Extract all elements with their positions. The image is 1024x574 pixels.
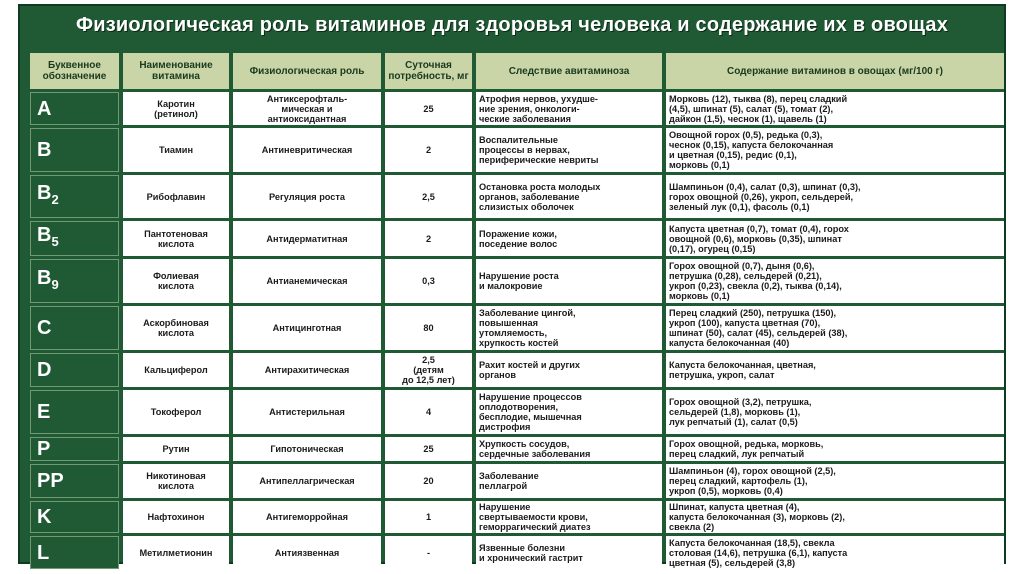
vitamin-name — [123, 501, 229, 533]
deficiency-effect-text: Атрофия нервов, ухудше- ние зрения, онкологи- ческие заболевания — [479, 93, 598, 124]
vegetable-content-text: Шпинат, капуста цветная (4), капуста белокочанная (3), морковь (2), свекла (2) — [669, 502, 845, 532]
vitamin-letter-text: L — [37, 541, 50, 564]
table-row — [30, 501, 1004, 533]
physiological-role — [233, 353, 381, 387]
deficiency-effect-text: Воспалительные процессы в нервах, периферические невриты — [479, 135, 599, 165]
vegetable-content — [666, 175, 1004, 218]
physiological-role — [233, 536, 381, 569]
vitamin-letter-text: E — [37, 401, 51, 423]
vitamin-letter — [30, 175, 119, 218]
physiological-role-text: Антирахитическая — [264, 365, 350, 375]
vitamin-name — [123, 464, 229, 498]
physiological-role-text: Антипеллагрическая — [259, 476, 355, 486]
vitamin-name — [123, 390, 229, 434]
daily-need-text: 2,5 — [422, 191, 435, 202]
deficiency-effect — [476, 306, 662, 350]
daily-need — [385, 464, 472, 498]
table-row — [30, 128, 1004, 172]
daily-need — [385, 92, 472, 125]
daily-need-text: 20 — [423, 476, 434, 486]
vegetable-content — [666, 464, 1004, 498]
deficiency-effect — [476, 501, 662, 533]
vegetable-content — [666, 353, 1004, 387]
vitamin-name-text: Кальциферол — [144, 365, 208, 375]
vitamin-letter-text: B — [37, 224, 52, 246]
vegetable-content-text: Капуста цветная (0,7), томат (0,4), горох овощной (0,6), морковь (0,35), шпинат (0,17), огурец (0,15) — [669, 223, 849, 254]
vegetable-content-text: Овощной горох (0,5), редька (0,3), чеснок (0,15), капуста белокочанная и цветная (0,15), редис (0,1), морковь (0,1) — [669, 130, 834, 170]
physiological-role — [233, 306, 381, 350]
deficiency-effect — [476, 92, 662, 125]
vitamin-letter-subscript: 5 — [51, 234, 59, 249]
vitamin-letter-text: A — [37, 97, 52, 120]
vegetable-content — [666, 221, 1004, 256]
vegetable-content-text: Капуста белокочанная (18,5), свекла столовая (14,6), петрушка (6,1), капуста цветная (5), сельдерей (3,8) — [669, 537, 848, 568]
vitamin-name-text: Аскорбиновая кислота — [143, 318, 209, 338]
physiological-role — [233, 390, 381, 434]
vitamin-name-text: Рибофлавин — [146, 191, 206, 202]
daily-need-text: 2 — [425, 145, 432, 155]
vegetable-content — [666, 501, 1004, 533]
vitamin-letter — [30, 259, 119, 303]
vitamin-name-text: Метилметионин — [139, 547, 213, 558]
vitamin-letter — [30, 390, 119, 434]
table-row — [30, 175, 1004, 218]
vitamin-letter-text: B — [37, 182, 52, 204]
physiological-role — [233, 501, 381, 533]
vitamin-letter — [30, 353, 119, 387]
vitamin-letter — [30, 92, 119, 125]
vegetable-content — [666, 92, 1004, 125]
vitamin-name-text: Тиамин — [158, 145, 193, 155]
daily-need — [385, 536, 472, 569]
vegetable-content — [666, 390, 1004, 434]
daily-need-text: 2,5 (детям до 12,5 лет) — [402, 355, 455, 385]
vegetable-content-text: Горох овощной (0,7), дыня (0,6), петрушка (0,28), сельдерей (0,21), укроп (0,23), свекла (0,2), тыква (0,14), морковь (0,1) — [669, 261, 842, 301]
physiological-role-text: Антицинготная — [272, 323, 342, 333]
daily-need-text: 2 — [425, 233, 432, 244]
header-daily-need: Суточная потребность, мг — [385, 53, 472, 89]
vegetable-content-text: Шампиньон (0,4), салат (0,3), шпинат (0,3), горох овощной (0,26), укроп, сельдерей, зеленый лук (0,1), фасоль (0,1) — [669, 181, 861, 212]
header-vegetable-content: Содержание витаминов в овощах (мг/100 г) — [666, 53, 1004, 89]
vitamin-name-text: Никотиновая кислота — [146, 471, 206, 491]
physiological-role-text: Антистерильная — [269, 407, 345, 417]
vitamin-letter — [30, 464, 119, 498]
vitamin-letter — [30, 536, 119, 569]
deficiency-effect — [476, 221, 662, 256]
physiological-role-text: Антигеморройная — [266, 512, 348, 522]
deficiency-effect — [476, 353, 662, 387]
table-row — [30, 390, 1004, 434]
deficiency-effect — [476, 464, 662, 498]
vitamin-name — [123, 128, 229, 172]
physiological-role — [233, 437, 381, 461]
daily-need — [385, 390, 472, 434]
deficiency-effect-text: Хрупкость сосудов, сердечные заболевания — [479, 439, 591, 459]
table-row — [30, 437, 1004, 461]
vegetable-content — [666, 306, 1004, 350]
vegetable-content-text: Горох овощной, редька, морковь, перец сладкий, лук репчатый — [669, 439, 824, 459]
deficiency-effect-text: Язвенные болезни и хронический гастрит — [479, 542, 583, 563]
vitamin-letter — [30, 221, 119, 256]
physiological-role — [233, 92, 381, 125]
physiological-role — [233, 259, 381, 303]
page-title: Физиологическая роль витаминов для здоровья человека и содержание их в овощах — [75, 14, 949, 36]
header-deficiency: Следствие авитаминоза — [476, 53, 662, 89]
daily-need — [385, 501, 472, 533]
physiological-role-text: Антиязвенная — [274, 547, 340, 558]
daily-need — [385, 221, 472, 256]
vitamin-letter — [30, 306, 119, 350]
vitamin-name-text: Фолиевая кислота — [153, 271, 199, 291]
vegetable-content-text: Капуста белокочанная, цветная, петрушка, укроп, салат — [669, 360, 816, 380]
vitamin-name-text: Нафтохинон — [147, 512, 205, 522]
daily-need — [385, 259, 472, 303]
table-body — [30, 92, 1004, 569]
vitamin-name — [123, 353, 229, 387]
vitamin-name — [123, 437, 229, 461]
daily-need-text: 80 — [423, 323, 434, 333]
daily-need-text: - — [426, 547, 431, 558]
physiological-role-text: Антидерматитная — [266, 233, 348, 244]
vegetable-content-text: Шампиньон (4), горох овощной (2,5), перец сладкий, картофель (1), укроп (0,5), морковь (0,4) — [669, 466, 836, 496]
deficiency-effect — [476, 175, 662, 218]
vitamin-letter — [30, 128, 119, 172]
daily-need — [385, 175, 472, 218]
vitamin-letter-text: B — [37, 139, 52, 161]
vitamin-letter — [30, 501, 119, 533]
vitamin-name — [123, 221, 229, 256]
vitamin-letter-text: B — [37, 266, 52, 289]
physiological-role — [233, 128, 381, 172]
vegetable-content — [666, 437, 1004, 461]
vitamin-name-text: Каротин (ретинол) — [154, 98, 198, 119]
deficiency-effect-text: Нарушение процессов оплодотворения, бесплодие, мышечная дистрофия — [479, 392, 582, 432]
physiological-role-text: Антиксерофталь- мическая и антиоксидантная — [266, 93, 348, 124]
table-frame — [18, 4, 1006, 568]
table-row — [30, 536, 1004, 569]
vegetable-content — [666, 536, 1004, 569]
vitamin-name — [123, 92, 229, 125]
vegetable-content — [666, 128, 1004, 172]
deficiency-effect-text: Остановка роста молодых органов, заболевание слизистых оболочек — [479, 181, 601, 212]
table-row — [30, 306, 1004, 350]
deficiency-effect-text: Заболевание цингой, повышенная утомляемость, хрупкость костей — [479, 308, 576, 348]
daily-need-text: 4 — [425, 407, 432, 417]
daily-need-text: 1 — [425, 512, 432, 522]
daily-need — [385, 437, 472, 461]
table-row — [30, 259, 1004, 303]
vitamin-name-text: Рутин — [162, 444, 190, 454]
daily-need-text: 25 — [423, 444, 434, 454]
vitamin-name-text: Пантотеновая кислота — [144, 228, 208, 249]
vitamin-name — [123, 536, 229, 569]
vitamin-name — [123, 259, 229, 303]
vegetable-content-text: Перец сладкий (250), петрушка (150), укроп (100), капуста цветная (70), шпинат (50), салат (45), сельдерей (38), капуста белокочанная (40) — [669, 308, 848, 348]
vegetable-content-text: Морковь (12), тыква (8), перец сладкий (4,5), шпинат (5), салат (5), томат (2), дайкон (1,5), чеснок (1), щавель (1) — [669, 93, 848, 124]
deficiency-effect — [476, 390, 662, 434]
physiological-role — [233, 221, 381, 256]
deficiency-effect-text: Нарушение свертываемости крови, геморрагический диатез — [479, 502, 591, 532]
physiological-role-text: Регуляция роста — [268, 191, 346, 202]
deficiency-effect — [476, 259, 662, 303]
physiological-role — [233, 175, 381, 218]
daily-need — [385, 128, 472, 172]
daily-need — [385, 306, 472, 350]
physiological-role-text: Антианемическая — [266, 276, 348, 286]
vitamin-letter-text: P — [37, 438, 51, 460]
vitamin-letter-subscript: 9 — [51, 276, 59, 292]
physiological-role-text: Антиневритическая — [261, 145, 353, 155]
deficiency-effect — [476, 128, 662, 172]
daily-need-text: 25 — [423, 103, 434, 114]
physiological-role — [233, 464, 381, 498]
table-row — [30, 353, 1004, 387]
vitamin-table — [26, 50, 1008, 572]
deficiency-effect — [476, 536, 662, 569]
vitamin-letter-text: PP — [37, 470, 64, 492]
vegetable-content — [666, 259, 1004, 303]
table-row — [30, 92, 1004, 125]
deficiency-effect-text: Рахит костей и других органов — [479, 360, 581, 380]
deficiency-effect-text: Заболевание пеллагрой — [479, 471, 539, 491]
vitamin-letter-text: C — [37, 317, 52, 339]
vegetable-content-text: Горох овощной (3,2), петрушка, сельдерей (1,8), морковь (1), лук репчатый (1), салат (0,5) — [669, 397, 812, 427]
deficiency-effect-text: Нарушение роста и малокровие — [479, 271, 559, 291]
table-header-row — [30, 53, 1004, 89]
vitamin-letter — [30, 437, 119, 461]
deficiency-effect — [476, 437, 662, 461]
header-letter: Буквенное обозначение — [30, 53, 119, 89]
header-role: Физиологическая роль — [233, 53, 381, 89]
physiological-role-text: Гипотоническая — [270, 444, 344, 454]
header-vitamin-name: Наименование витамина — [123, 53, 229, 89]
vitamin-name — [123, 175, 229, 218]
vitamin-letter-text: D — [37, 359, 52, 381]
vitamin-name-text: Токоферол — [150, 407, 202, 417]
daily-need-text: 0,3 — [422, 276, 435, 286]
table-row — [30, 221, 1004, 256]
daily-need — [385, 353, 472, 387]
vitamin-letter-subscript: 2 — [51, 192, 59, 207]
deficiency-effect-text: Поражение кожи, поседение волос — [479, 228, 558, 249]
vitamin-name — [123, 306, 229, 350]
table-row — [30, 464, 1004, 498]
vitamin-letter-text: K — [37, 506, 52, 528]
